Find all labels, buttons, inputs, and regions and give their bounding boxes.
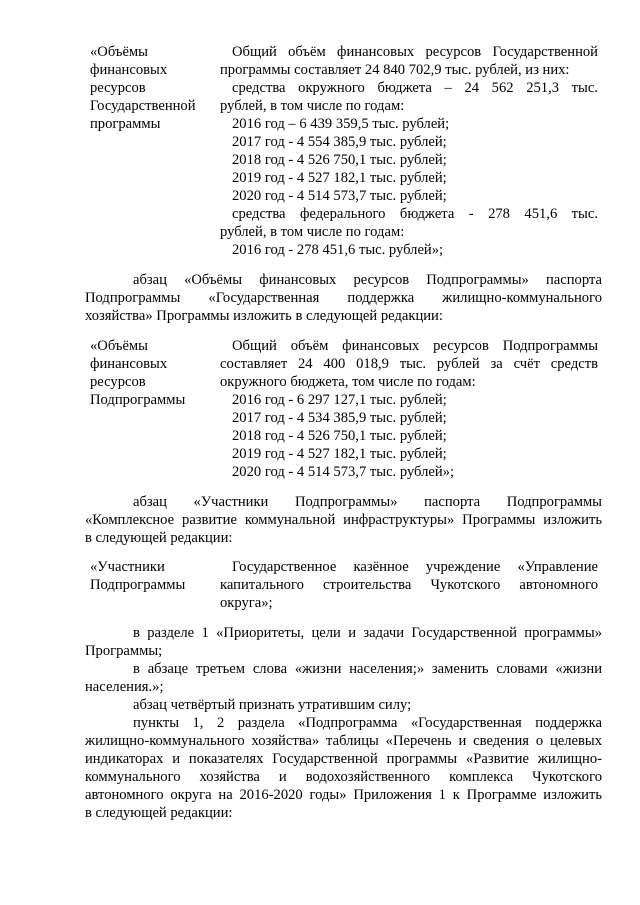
block1-text-line: 2016 год – 6 439 359,5 тыс. рублей;	[232, 116, 450, 132]
block2-label-line: Подпрограммы	[90, 392, 186, 408]
block1-label-line: программы	[90, 116, 161, 132]
block1-label-line: Государственной	[90, 98, 196, 114]
block3-label-line: «Участники	[90, 559, 165, 575]
block1-text-line: Общий объём финансовых ресурсов Государственной	[232, 44, 598, 60]
block1-text-line: рублей, в том числе по годам:	[220, 98, 405, 114]
block1-text-line: 2018 год - 4 526 750,1 тыс. рублей;	[232, 152, 447, 168]
para3-line: Программы;	[85, 643, 163, 659]
para3-line: в абзаце третьем слова «жизни населения;» заменить словами «жизни	[133, 661, 602, 677]
block2-text-line: 2020 год - 4 514 573,7 тыс. рублей»;	[232, 464, 455, 480]
block1-text-line: рублей, в том числе по годам:	[220, 224, 405, 240]
block1-text-line: 2019 год - 4 527 182,1 тыс. рублей;	[232, 170, 447, 186]
block3-text-line: капитального строительства Чукотского автономного	[220, 577, 598, 593]
para3-line: индикаторах и показателях Государственной программы «Развитие жилищно-	[85, 751, 602, 767]
para1-line: абзац «Объёмы финансовых ресурсов Подпрограммы» паспорта	[133, 272, 602, 288]
block2-label-line: «Объёмы	[90, 338, 148, 354]
block2-text-line: 2016 год - 6 297 127,1 тыс. рублей;	[232, 392, 447, 408]
block2-text-line: Общий объём финансовых ресурсов Подпрограммы	[232, 338, 598, 354]
block2-text-line: 2018 год - 4 526 750,1 тыс. рублей;	[232, 428, 447, 444]
para3-line: автономного округа на 2016-2020 годы» Приложения 1 к Программе изложить	[85, 787, 602, 803]
block3-text-line: округа»;	[220, 595, 273, 611]
block2-label-line: финансовых	[90, 356, 168, 372]
para3-line: абзац четвёртый признать утратившим силу;	[133, 697, 412, 713]
para3-line: пункты 1, 2 раздела «Подпрограмма «Государственная поддержка	[133, 715, 602, 731]
block2-text-line: 2017 год - 4 534 385,9 тыс. рублей;	[232, 410, 447, 426]
para2-line: абзац «Участники Подпрограммы» паспорта Подпрограммы	[133, 494, 602, 510]
para3-line: коммунального хозяйства и водохозяйственного комплекса Чукотского	[85, 769, 602, 785]
block1-text-line: средства федерального бюджета - 278 451,6 тыс.	[232, 206, 598, 222]
para3-line: в следующей редакции:	[85, 805, 233, 821]
block3-label-line: Подпрограммы	[90, 577, 186, 593]
block2-text-line: окружного бюджета, том числе по годам:	[220, 374, 476, 390]
block3-text-line: Государственное казённое учреждение «Управление	[232, 559, 598, 575]
para3-line: жилищно-коммунального хозяйства» таблицы «Перечень и сведения о целевых	[85, 733, 602, 749]
block2-label-line: ресурсов	[90, 374, 146, 390]
para3-line: в разделе 1 «Приоритеты, цели и задачи Государственной программы»	[133, 625, 602, 641]
block2-text-line: 2019 год - 4 527 182,1 тыс. рублей;	[232, 446, 447, 462]
block1-label-line: финансовых	[90, 62, 168, 78]
para2-line: «Комплексное развитие коммунальной инфраструктуры» Программы изложить	[85, 512, 602, 528]
block1-text-line: средства окружного бюджета – 24 562 251,3 тыс.	[232, 80, 598, 96]
block1-text-line: 2016 год - 278 451,6 тыс. рублей»;	[232, 242, 444, 258]
block2-text-line: составляет 24 400 018,9 тыс. рублей за счёт средств	[220, 356, 598, 372]
block1-text-line: 2017 год - 4 554 385,9 тыс. рублей;	[232, 134, 447, 150]
para1-line: хозяйства» Программы изложить в следующей редакции:	[85, 308, 443, 324]
para2-line: в следующей редакции:	[85, 530, 233, 546]
para3-line: населения.»;	[85, 679, 164, 695]
block1-text-line: программы составляет 24 840 702,9 тыс. рублей, из них:	[220, 62, 570, 78]
para1-line: Подпрограммы «Государственная поддержка жилищно-коммунального	[85, 290, 602, 306]
block1-label-line: «Объёмы	[90, 44, 148, 60]
block1-text-line: 2020 год - 4 514 573,7 тыс. рублей;	[232, 188, 447, 204]
block1-label-line: ресурсов	[90, 80, 146, 96]
